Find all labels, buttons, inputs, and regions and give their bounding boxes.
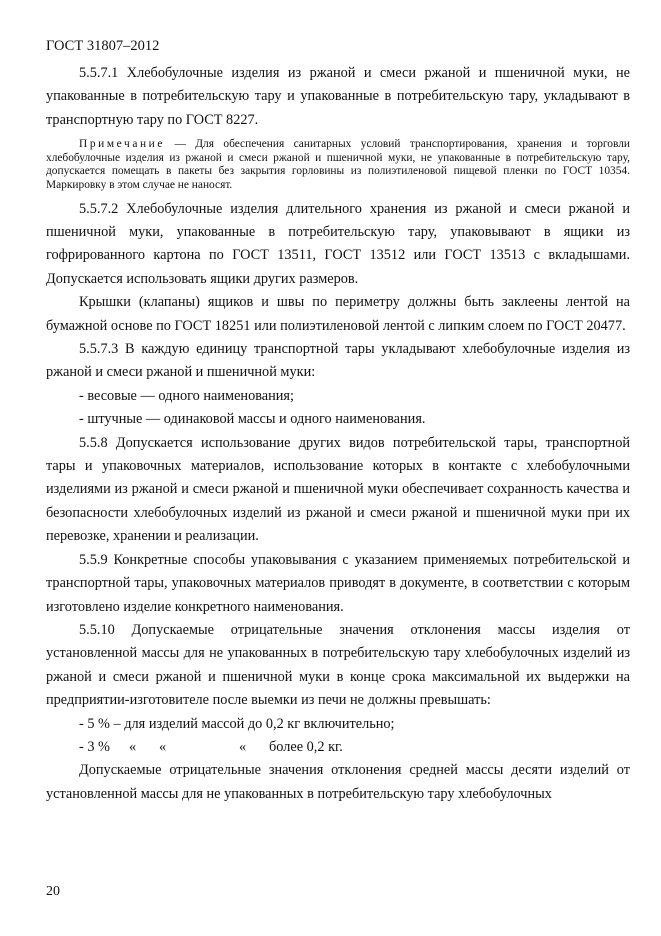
note-label: Примечание xyxy=(79,138,166,151)
ditto-mark-3: « xyxy=(239,738,247,755)
three-percent-prefix: - 3 % xyxy=(79,738,110,755)
list-item-3-percent xyxy=(46,736,630,759)
ditto-mark-2: « xyxy=(159,738,167,755)
page-number: 20 xyxy=(46,884,60,899)
list-item-piece: - штучные — одинаковой массы и одного наименования. xyxy=(79,411,426,428)
paragraph-5-5-7-1: 5.5.7.1 Хлебобулочные изделия из ржаной и смеси ржаной и пшеничной муки, не упакованные в потребительскую тару и упакованные в потребительскую тару, укладывают в транспортную тару по ГОСТ 8227. xyxy=(46,65,630,128)
paragraph-5-5-10: 5.5.10 Допускаемые отрицательные значения отклонения массы изделия от установленной массы для не упакованных в потребительскую тару хлебобулочных изделий из ржаной и смеси ржаной и пшеничной муки в конце срока максимальной их выдержки на предприятии-изготовителе после выемки из печи не должны превышать: xyxy=(46,621,630,709)
paragraph-5-5-7-3: 5.5.7.3 В каждую единицу транспортной тары укладывают хлебобулочные изделия из ржаной и смеси ржаной и пшеничной муки: xyxy=(46,341,630,381)
ditto-mark-1: « xyxy=(129,738,137,755)
document-body xyxy=(46,62,630,806)
document-header: ГОСТ 31807–2012 xyxy=(46,38,160,54)
list-item-5-percent: - 5 % – для изделий массой до 0,2 кг включительно; xyxy=(79,715,395,732)
paragraph-average-mass: Допускаемые отрицательные значения отклонения средней массы десяти изделий от установленной массы для не упакованных в потребительскую тару хлебобулочных xyxy=(46,762,630,802)
paragraph-5-5-8: 5.5.8 Допускается использование других видов потребительской тары, транспортной тары и упаковочных материалов, использование которых в контакте с хлебобулочными изделиями из ржаной и смеси ржаной и пшеничной муки обеспечивает сохранность качества и безопасности хлебобулочных изделий из ржаной и смеси ржаной и пшеничной муки при их перевозке, хранении и реализации. xyxy=(46,434,630,545)
list-item-weight: - весовые — одного наименования; xyxy=(79,387,294,404)
paragraph-5-5-7-2: 5.5.7.2 Хлебобулочные изделия длительного хранения из ржаной и смеси ржаной и пшеничной муки, упакованные в потребительскую тару, упаковывают в ящики из гофрированного картона по ГОСТ 13511, ГОСТ 13512 или ГОСТ 13513 с вкладышами. Допускается использовать ящики других размеров. xyxy=(46,200,630,287)
note xyxy=(46,138,630,192)
three-percent-suffix: более 0,2 кг. xyxy=(269,738,343,755)
paragraph-5-5-9: 5.5.9 Конкретные способы упаковывания с указанием применяемых потребительской и транспортной тары, упаковочных материалов приводят в документе, в соответствии с которым изготовлено изделие конкретного наименования. xyxy=(46,551,630,615)
note-text: — Для обеспечения санитарных условий транспортирования, хранения и торговли хлебобулочные изделия из ржаной и смеси ржаной и пшеничной муки, не упакованные в потребительскую тару, допускается помещать в пакеты без закрытия горловины из полиэтиленовой пищевой пленки по ГОСТ 10354. Маркировку в этом случае не наносят. xyxy=(46,138,630,191)
paragraph-lids: Крышки (клапаны) ящиков и швы по периметру должны быть заклеены лентой на бумажной основе по ГОСТ 18251 или полиэтиленовой лентой с липким слоем по ГОСТ 20477. xyxy=(46,294,630,334)
